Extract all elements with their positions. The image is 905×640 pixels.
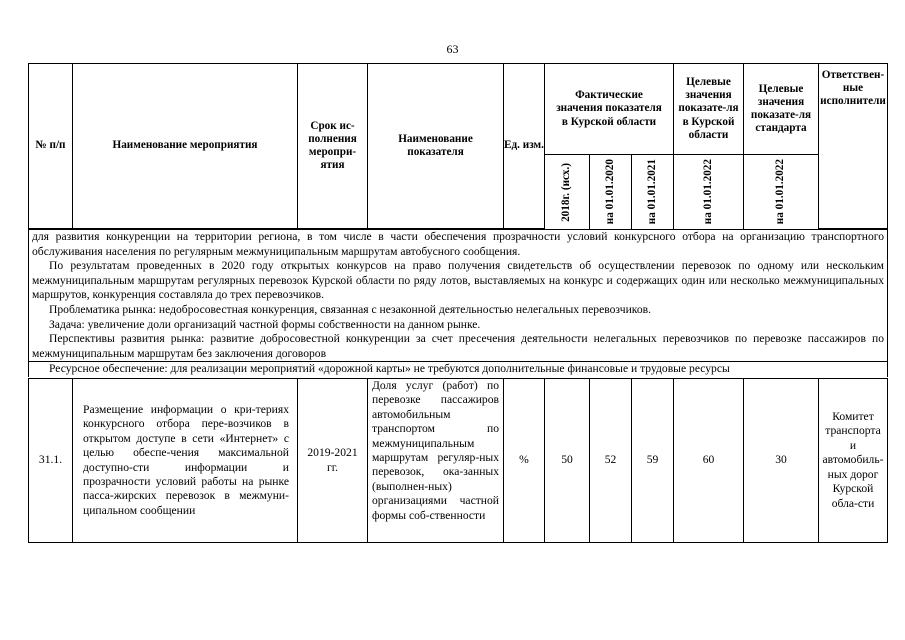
header-term: Срок ис-полнения меропри-ятия	[298, 64, 368, 229]
subheader-2018: 2018г. (исх.)	[560, 162, 573, 222]
row-responsible: Комитет транспорта и автомобиль-ных дорог Курской обла-сти	[822, 410, 884, 510]
header-target-standard: Целевые значения показате-ля стандарта	[744, 64, 819, 155]
row-indicator: Доля услуг (работ) по перевозке пассажиров автомобильным транспортом по межмуниципальным маршрутам регуляр-ных перевозок, ока-занных (выполнен-ных) организациями частной формы соб-ственности	[368, 379, 504, 542]
paragraph-resources: Ресурсное обеспечение: для реализации мероприятий «дорожной карты» не требуются дополнительные финансовые и трудовые ресурсы	[49, 362, 730, 376]
subheader-2022-standard: на 01.01.2022	[774, 159, 787, 225]
subheader-2020: на 01.01.2020	[603, 159, 616, 225]
row-unit: %	[504, 379, 545, 542]
row-measure-name: Размещение информации о кри-териях конкурсного отбора пере-возчиков в открытом доступе в сети «Интернет» с целью обеспе-чения максимальной доступно-сти информации и прозрачности условий работы на рынке пасса-жирских перевозок в межмуни-ципальном сообщении	[73, 379, 298, 542]
subheader-2022-region: на 01.01.2022	[701, 159, 714, 225]
header-actual: Фактические значения показателя в Курской области	[545, 64, 674, 155]
subheader-2020-cell	[590, 155, 632, 229]
paragraph-intro: для развития конкуренции на территории региона, в том числе в части обеспечения прозрачности условий конкурсного отбора на организацию транспортного обслуживания населения по регулярным межмуниципальным маршрутам автобусного сообщения.	[32, 230, 884, 258]
subheader-2021: на 01.01.2021	[645, 159, 658, 225]
table-row	[28, 378, 888, 543]
row-value-2022-standard: 30	[744, 379, 819, 542]
market-description-block	[28, 230, 888, 377]
paragraph-prospects: Перспективы развития рынка: развитие добросовестной конкуренции за счет пресечения деятельности нелегальных перевозчиков по перевозке пассажиров по межмуниципальным маршрутам без заключения договоров	[29, 332, 887, 362]
row-value-2022-region: 60	[674, 379, 744, 542]
row-term: 2019-2021 гг.	[298, 379, 368, 542]
row-value-2018: 50	[545, 379, 590, 542]
subheader-2018-cell	[545, 155, 590, 229]
table-header	[28, 63, 888, 230]
row-number: 31.1.	[29, 379, 73, 542]
header-responsible: Ответствен-ные исполнители	[819, 64, 887, 229]
row-value-2021: 59	[632, 379, 674, 542]
subheader-2022-standard-cell	[744, 155, 819, 229]
row-value-2020: 52	[590, 379, 632, 542]
paragraph-problems: Проблематика рынка: недобросовестная конкуренция, связанная с незаконной деятельностью нелегальных перевозчиков.	[49, 302, 652, 316]
header-target-region: Целевые значения показате-ля в Курской области	[674, 64, 744, 155]
header-name: Наименование мероприятия	[73, 64, 298, 229]
subheader-2021-cell	[632, 155, 674, 229]
paragraph-task: Задача: увеличение доли организаций частной формы собственности на данном рынке.	[49, 317, 481, 331]
subheader-2022-region-cell	[674, 155, 744, 229]
header-num: № п/п	[29, 64, 73, 229]
page-number: 63	[446, 42, 459, 56]
paragraph-results: По результатам проведенных в 2020 году открытых конкурсов на право получения свидетельств об осуществлении перевозок по одному или нескольким межмуниципальным маршрутам регулярных перевозок Курской области по ряду лотов, выставляемых на конкурс и содержащих один или несколько межмуниципальных маршрутов, конкуренция составляла до трех перевозчиков.	[32, 259, 884, 302]
header-indicator: Наименование показателя	[368, 64, 504, 229]
header-unit: Ед. изм.	[504, 64, 545, 229]
